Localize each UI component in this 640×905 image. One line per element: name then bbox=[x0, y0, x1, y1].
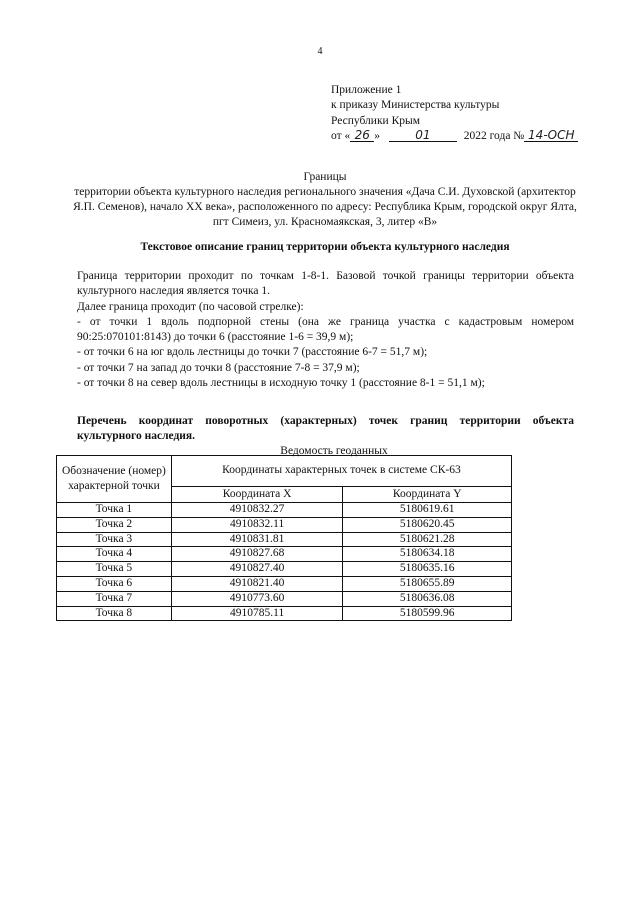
cell-y: 5180599.96 bbox=[343, 606, 512, 621]
table-row bbox=[57, 562, 512, 577]
cell-y: 5180621.28 bbox=[343, 532, 512, 547]
cell-name: Точка 8 bbox=[57, 606, 172, 621]
table-row bbox=[57, 547, 512, 562]
cell-x: 4910832.27 bbox=[171, 503, 343, 518]
cell-name: Точка 7 bbox=[57, 591, 172, 606]
date-day: 26 bbox=[350, 129, 374, 143]
cell-name: Точка 6 bbox=[57, 576, 172, 591]
appendix-block bbox=[331, 83, 578, 144]
document-subtitle: территории объекта культурного наследия регионального значения «Дача С.И. Духовской (архитектор Я.П. Семенов), начало XX века», расположенного по адресу: Республика Крым, городской округ Ялта, пгт Симеиз, ул. Красномаякская, 3, литер «В» bbox=[73, 186, 577, 229]
cell-x: 4910831.81 bbox=[171, 532, 343, 547]
header-coordinate-y: Координата Y bbox=[343, 487, 512, 503]
cell-y: 5180655.89 bbox=[343, 576, 512, 591]
cell-name: Точка 1 bbox=[57, 503, 172, 518]
table-row bbox=[57, 503, 512, 518]
date-month: 01 bbox=[389, 129, 457, 143]
description-paragraph: Далее граница проходит (по часовой стрелке): bbox=[77, 300, 304, 313]
date-year: 2022 года № bbox=[463, 129, 525, 142]
cell-y: 5180634.18 bbox=[343, 547, 512, 562]
appendix-line-2: к приказу Министерства культуры bbox=[331, 99, 500, 112]
cell-x: 4910785.11 bbox=[171, 606, 343, 621]
date-mid: » bbox=[374, 129, 380, 142]
cell-y: 5180620.45 bbox=[343, 517, 512, 532]
appendix-line-1: Приложение 1 bbox=[331, 84, 402, 96]
coordinates-list-heading: Перечень координат поворотных (характерных) точек границ территории объекта культурного наследия. bbox=[77, 415, 574, 443]
table-row bbox=[57, 576, 512, 591]
appendix-line-3: Республики Крым bbox=[331, 114, 420, 127]
description-paragraph: - от точки 7 на запад до точки 8 (расстояние 7-8 = 37,9 м); bbox=[77, 361, 360, 374]
cell-x: 4910832.11 bbox=[171, 517, 343, 532]
header-coordinate-x: Координата X bbox=[171, 487, 343, 503]
header-designation: Обозначение (номер) характерной точки bbox=[57, 456, 172, 503]
header-coordinate-system: Координаты характерных точек в системе СК-63 bbox=[171, 456, 511, 487]
description-paragraph: - от точки 8 на север вдоль лестницы в исходную точку 1 (расстояние 8-1 = 51,1 м); bbox=[77, 376, 485, 389]
appendix-date-line bbox=[331, 129, 578, 144]
order-number: 14-ОСН bbox=[524, 129, 578, 143]
page-number: 4 bbox=[317, 46, 323, 57]
cell-x: 4910827.40 bbox=[171, 562, 343, 577]
coordinates-table bbox=[56, 455, 512, 621]
cell-name: Точка 5 bbox=[57, 562, 172, 577]
section-heading: Текстовое описание границ территории объекта культурного наследия bbox=[140, 241, 510, 253]
table-row bbox=[57, 591, 512, 606]
cell-x: 4910821.40 bbox=[171, 576, 343, 591]
table-row bbox=[57, 606, 512, 621]
cell-x: 4910827.68 bbox=[171, 547, 343, 562]
table-row bbox=[57, 532, 512, 547]
date-prefix: от « bbox=[331, 129, 351, 142]
cell-y: 5180619.61 bbox=[343, 503, 512, 518]
cell-name: Точка 2 bbox=[57, 517, 172, 532]
document-title: Границы bbox=[303, 171, 347, 183]
cell-name: Точка 3 bbox=[57, 532, 172, 547]
cell-y: 5180636.08 bbox=[343, 591, 512, 606]
cell-name: Точка 4 bbox=[57, 547, 172, 562]
boundary-description bbox=[77, 269, 574, 391]
table-row bbox=[57, 517, 512, 532]
cell-x: 4910773.60 bbox=[171, 591, 343, 606]
cell-y: 5180635.16 bbox=[343, 562, 512, 577]
description-paragraph: - от точки 6 на юг вдоль лестницы до точки 7 (расстояние 6-7 = 51,7 м); bbox=[77, 346, 428, 359]
description-paragraph: Граница территории проходит по точкам 1-8-1. Базовой точкой границы территории объекта культурного наследия является точка 1. bbox=[77, 270, 574, 298]
description-paragraph: - от точки 1 вдоль подпорной стены (она же граница участка с кадастровым номером 90:25:070101:8143) до точки 6 (расстояние 1-6 = 39,9 м); bbox=[77, 315, 574, 344]
table-caption: Ведомость геоданных bbox=[280, 445, 388, 457]
